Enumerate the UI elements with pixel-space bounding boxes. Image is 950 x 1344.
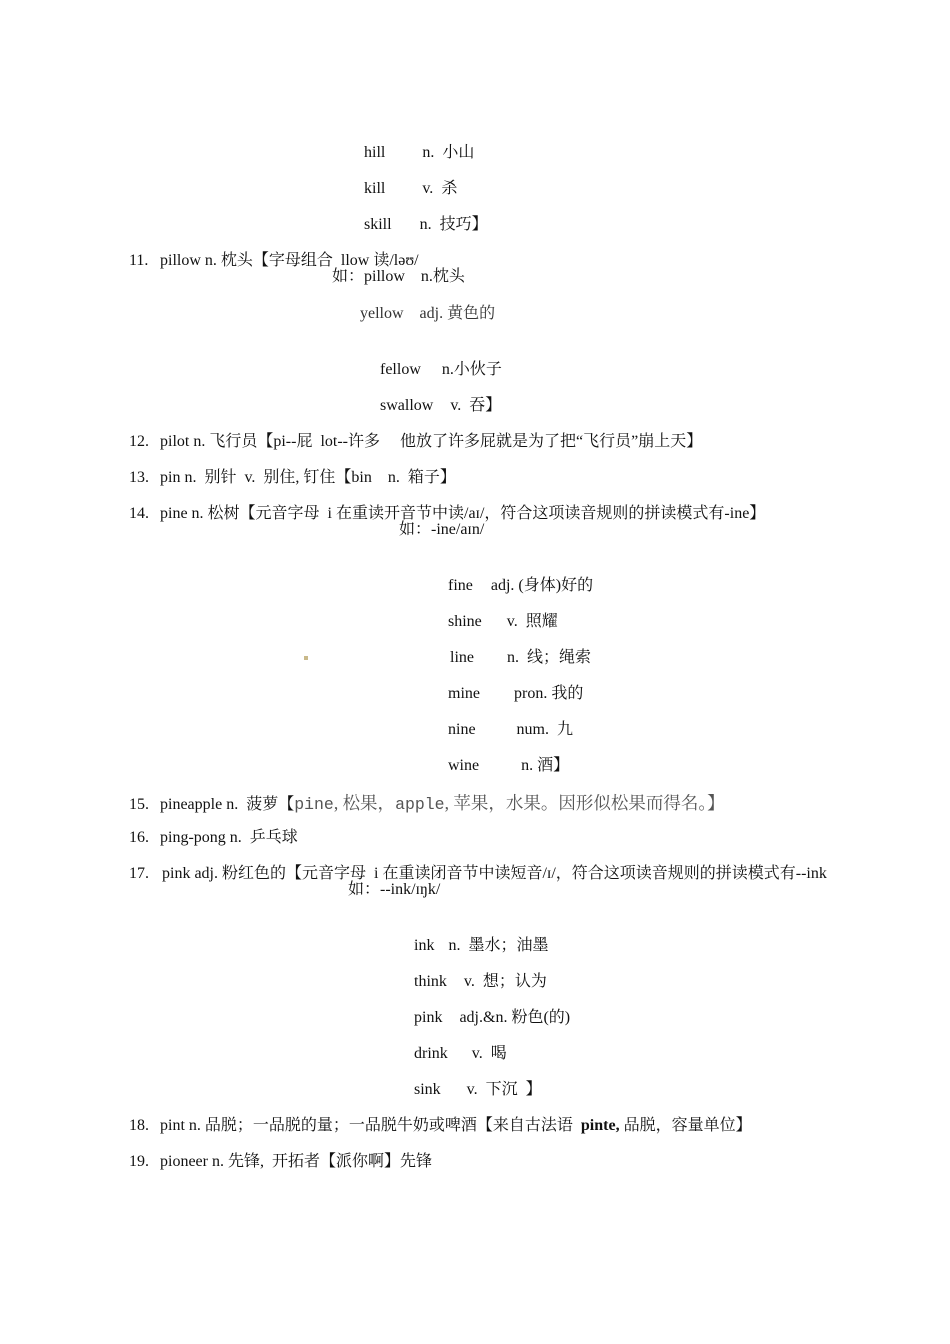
example-meaning: 墨水；油墨	[468, 937, 549, 954]
item-text: pineapple n. 菠萝【	[160, 796, 295, 813]
example-word: sink	[414, 1081, 441, 1098]
example-pos: n.	[441, 361, 454, 378]
clipped-example-row	[360, 305, 530, 324]
example-meaning: (身体)好的	[518, 577, 594, 594]
example-pos: adj.&n.	[459, 1009, 508, 1026]
list-item-14	[113, 484, 766, 522]
example-pos: n.	[419, 216, 432, 233]
example-row	[398, 1024, 507, 1062]
example-meaning: 酒】	[537, 757, 570, 774]
list-item-15	[113, 773, 725, 814]
item-text: pilot n. 飞行员【pi--屁 lot--许多 他放了许多屁就是为了把“飞行员”崩上天】	[160, 433, 703, 450]
example-pos: n.	[422, 144, 435, 161]
example-word: ink	[414, 937, 435, 954]
example-word: skill	[364, 216, 392, 233]
list-item-19	[113, 1132, 432, 1170]
item-text: pillow n. 枕头【字母组合 llow 读/ləʊ/	[160, 252, 419, 269]
list-item-16	[113, 808, 298, 846]
example-row	[348, 159, 458, 197]
list-number: 19.	[129, 1153, 149, 1170]
example-word: think	[414, 973, 447, 990]
example-intro: 如：--ink/ɪŋk/	[348, 881, 441, 898]
example-intro: 如：pillow n.枕头	[332, 268, 465, 285]
example-word: wine	[448, 757, 480, 774]
example-word: kill	[364, 180, 386, 197]
clipped-example-text: yellow adj. 黄色的	[360, 305, 496, 322]
example-row	[432, 664, 584, 702]
example-row	[364, 340, 502, 378]
example-pos: adj.	[490, 577, 515, 594]
example-pos: n.	[448, 937, 461, 954]
list-number: 11.	[129, 252, 149, 269]
example-word: swallow	[380, 397, 434, 414]
example-row	[398, 1060, 542, 1098]
example-row	[398, 916, 549, 954]
example-pos: v.	[422, 180, 434, 197]
example-pos: v.	[466, 1081, 478, 1098]
item-text: pine n. 松树【元音字母 i 在重读开音节中读/aɪ/，符合这项读音规则的拼读模式有-ine】	[160, 505, 766, 522]
example-row	[348, 123, 475, 161]
example-pos: num.	[516, 721, 549, 738]
example-meaning: 粉色(的)	[511, 1009, 571, 1026]
example-word: drink	[414, 1045, 448, 1062]
example-meaning: 照耀	[525, 613, 558, 630]
example-meaning: 九	[557, 721, 574, 738]
item-text: pink adj. 粉红色的【元音字母 i 在重读闭音节中读短音/ɪ/，符合这项读音规则的拼读模式有--ink	[162, 865, 827, 882]
example-word: fine	[448, 577, 473, 594]
example-pos: v.	[506, 613, 518, 630]
list-number: 14.	[129, 505, 149, 522]
example-row	[434, 628, 592, 666]
example-row	[432, 700, 574, 738]
example-row	[432, 736, 570, 774]
list-number: 17.	[129, 865, 149, 882]
etymology-word: pine	[294, 795, 334, 814]
example-meaning: 小伙子	[453, 361, 502, 378]
example-meaning: 想；认为	[482, 973, 547, 990]
example-pos: v.	[450, 397, 462, 414]
list-number: 15.	[129, 796, 149, 813]
list-number: 16.	[129, 829, 149, 846]
example-meaning: 线；绳索	[527, 649, 592, 666]
example-row	[398, 952, 547, 990]
example-pos: v.	[463, 973, 475, 990]
example-intro: 如：-ine/aɪn/	[399, 521, 485, 538]
stray-marker-dot	[304, 656, 308, 660]
list-item-17	[113, 844, 827, 882]
list-number: 13.	[129, 469, 149, 486]
example-meaning: 我的	[551, 685, 584, 702]
item-text: pint n. 品脱；一品脱的量；一品脱牛奶或啤酒【来自古法语	[160, 1117, 581, 1134]
list-item-11	[113, 231, 419, 269]
item-text-suffix: 品脱，容量单位】	[619, 1117, 752, 1134]
example-row	[364, 376, 502, 414]
example-row	[398, 988, 571, 1026]
example-pos: v.	[471, 1045, 483, 1062]
etymology-text: , 苹果，水果。因形似松果而得名。】	[444, 793, 725, 813]
example-row	[348, 195, 488, 233]
example-pos: n.	[507, 649, 519, 666]
etymology-word: pinte,	[580, 1117, 620, 1134]
example-pos: pron.	[514, 685, 548, 702]
example-row	[432, 592, 558, 630]
list-item-18	[113, 1096, 752, 1134]
example-word: line	[450, 649, 474, 666]
etymology-text: , 松果，	[333, 793, 396, 813]
list-number: 12.	[129, 433, 149, 450]
example-word: nine	[448, 721, 476, 738]
example-meaning: 技巧】	[439, 216, 488, 233]
example-word: mine	[448, 685, 480, 702]
example-word: shine	[448, 613, 482, 630]
etymology-word: apple	[395, 795, 445, 814]
item-text: ping-pong n. 乒乓球	[160, 829, 298, 846]
example-meaning: 吞】	[469, 397, 502, 414]
example-meaning: 喝	[490, 1045, 507, 1062]
example-pos: n.	[521, 757, 534, 774]
example-row	[432, 556, 594, 594]
item-text: pioneer n. 先锋, 开拓者【派你啊】先锋	[160, 1153, 432, 1170]
item-text: pin n. 别针 v. 别住, 钉住【bin n. 箱子】	[160, 469, 456, 486]
example-meaning: 下沉 】	[485, 1081, 542, 1098]
list-item-13	[113, 448, 456, 486]
example-word: hill	[364, 144, 386, 161]
example-meaning: 小山	[442, 144, 475, 161]
list-item-12	[113, 412, 703, 450]
list-number: 18.	[129, 1117, 149, 1134]
example-meaning: 杀	[441, 180, 458, 197]
example-word: pink	[414, 1009, 443, 1026]
example-word: fellow	[380, 361, 421, 378]
